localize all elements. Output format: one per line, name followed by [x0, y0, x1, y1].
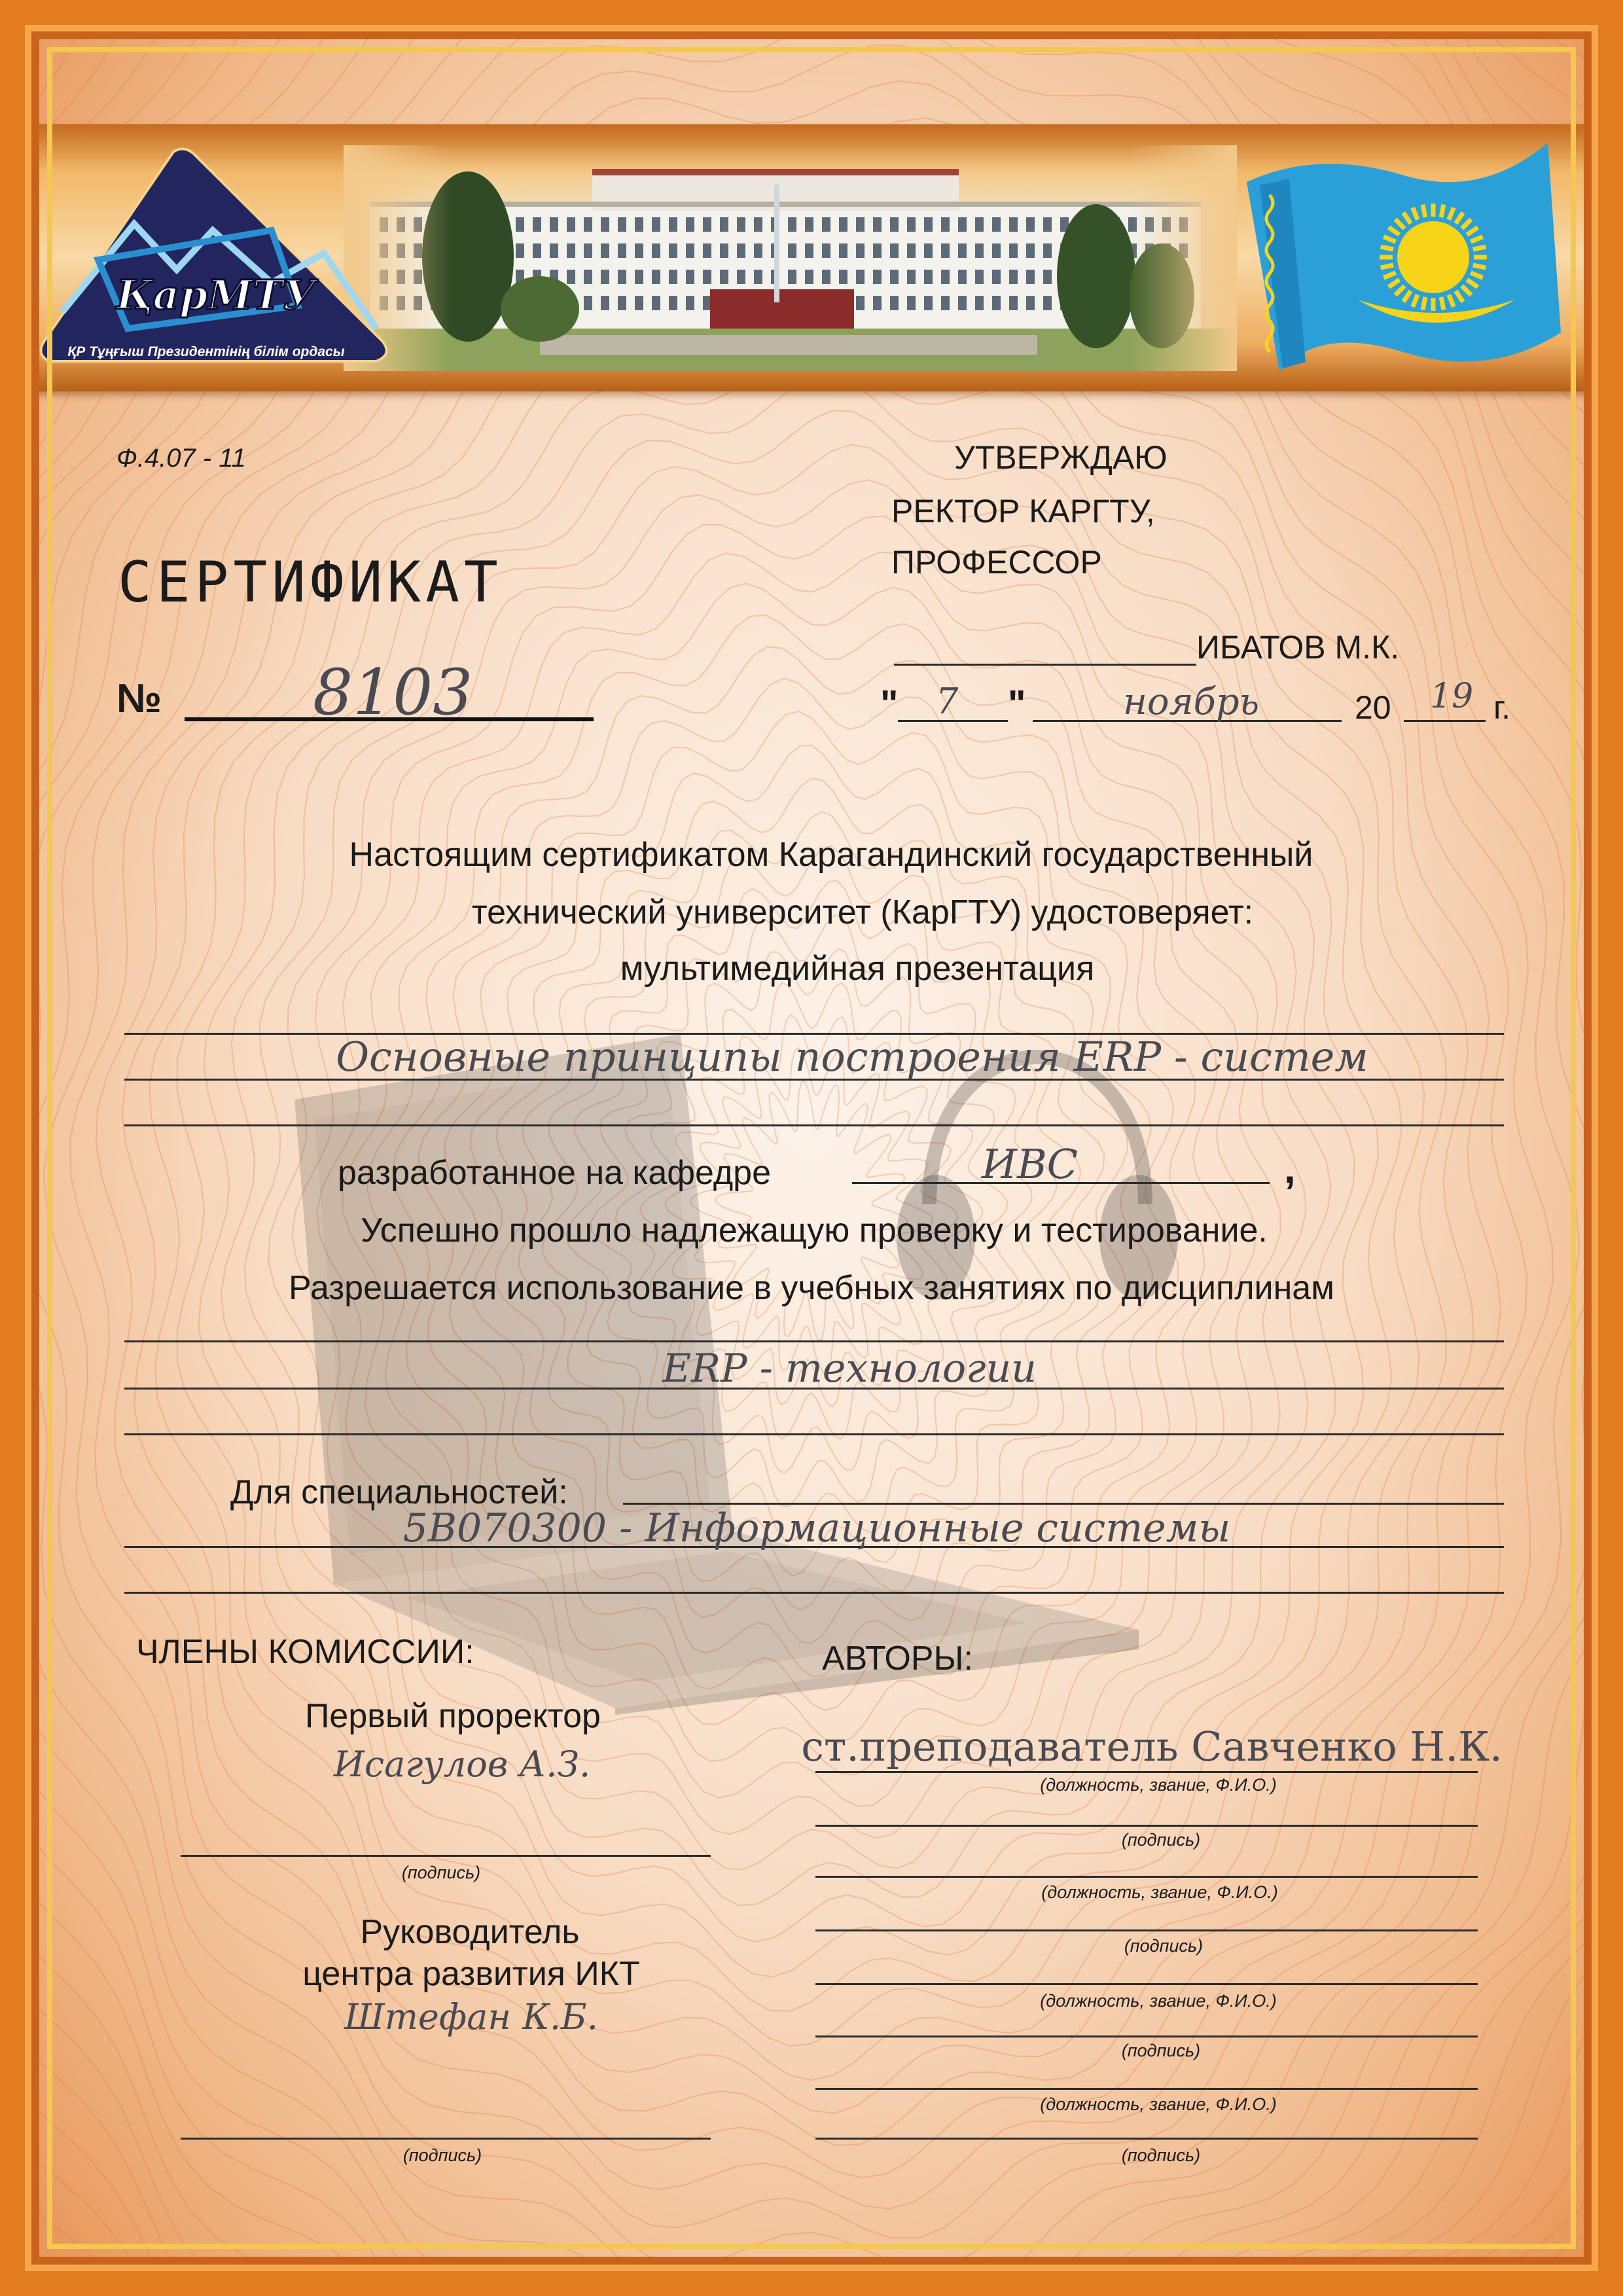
- member1-caption: (подпись): [401, 1863, 481, 1882]
- certificate-title: СЕРТИФИКАТ: [118, 550, 503, 615]
- date-year-line: [1404, 720, 1486, 722]
- member2-name: Штефан К.Б.: [344, 1996, 598, 2037]
- presentation-line-3: [124, 1124, 1504, 1126]
- date-year: 19: [1430, 677, 1474, 716]
- member1-name: Исагулов А.З.: [333, 1744, 591, 1785]
- presentation-title: Основные принципы построения ERP - систем: [336, 1033, 1368, 1081]
- developed-label: разработанное на кафедре: [338, 1154, 772, 1192]
- logo-name: ҚарМТУ: [116, 271, 316, 319]
- approve-label: УТВЕРЖДАЮ: [954, 439, 1168, 476]
- author1-signature-caption: (подпись): [1121, 1830, 1201, 1850]
- author3-signature-caption: (подпись): [1121, 2041, 1201, 2060]
- author1-position-line: [815, 1771, 1478, 1773]
- approver-position: РЕКТОР КАРГТУ,: [891, 493, 1155, 529]
- logo-motto: ҚР Тұңғыш Президентінің білім ордасы: [67, 344, 345, 359]
- discipline-line-1: [124, 1340, 1504, 1342]
- author4-position-line: [815, 2088, 1478, 2090]
- specialties-label: Для специальностей:: [230, 1473, 568, 1511]
- member2-signature-line: [181, 2138, 711, 2140]
- member2-position-1: Руководитель: [360, 1913, 580, 1951]
- member1-signature-line: [181, 1855, 711, 1857]
- discipline-name: ERP - технологии: [662, 1346, 1037, 1391]
- date-day: 7: [936, 681, 959, 722]
- member1-position: Первый проректор: [305, 1697, 601, 1735]
- intro-line-2: технический университет (КарГТУ) удостоверяет:: [471, 893, 1254, 931]
- department-name: ИВС: [982, 1140, 1079, 1188]
- author3-position-line: [815, 1983, 1478, 1985]
- date-suffix: г.: [1493, 689, 1511, 726]
- department-comma: ,: [1284, 1145, 1296, 1192]
- passed-text: Успешно прошло надлежащую проверку и тестирование.: [361, 1211, 1268, 1249]
- specialty-name: 5В070300 - Информационные системы: [402, 1505, 1231, 1551]
- date-month: ноябрь: [1123, 681, 1260, 723]
- commission-heading: ЧЛЕНЫ КОМИССИИ:: [136, 1633, 474, 1671]
- approver-title: ПРОФЕССОР: [891, 544, 1102, 581]
- authors-heading: АВТОРЫ:: [822, 1640, 973, 1677]
- author2-position-caption: (должность, звание, Ф.И.О.): [1041, 1882, 1278, 1902]
- author4-signature-line: [815, 2138, 1478, 2140]
- author4-signature-caption: (подпись): [1121, 2145, 1201, 2165]
- author-1: ст.преподаватель Савченко Н.К.: [801, 1723, 1503, 1770]
- specialty-line-1: [623, 1503, 1504, 1505]
- author4-position-caption: (должность, звание, Ф.И.О.): [1040, 2094, 1277, 2114]
- member2-caption: (подпись): [402, 2145, 482, 2165]
- discipline-line-3: [124, 1433, 1504, 1435]
- author1-signature-line: [815, 1825, 1478, 1827]
- form-code: Ф.4.07 - 11: [116, 444, 246, 473]
- author2-position-line: [815, 1876, 1478, 1878]
- intro-line-3: мультимедийная презентация: [620, 950, 1095, 988]
- date-quote-open: ": [880, 683, 899, 725]
- inner-frame: [47, 47, 1576, 2249]
- approver-name: ИБАТОВ М.К.: [1196, 629, 1400, 666]
- date-year-prefix: 20: [1355, 689, 1391, 726]
- author2-signature-caption: (подпись): [1124, 1936, 1204, 1956]
- author3-signature-line: [815, 2036, 1478, 2037]
- number-label: №: [116, 676, 162, 721]
- author1-position-caption: (должность, звание, Ф.И.О.): [1040, 1775, 1277, 1795]
- author3-position-caption: (должность, звание, Ф.И.О.): [1040, 1991, 1277, 2011]
- specialty-line-3: [124, 1592, 1504, 1594]
- author2-signature-line: [815, 1929, 1478, 1931]
- date-quote-close: ": [1008, 683, 1026, 725]
- rector-signature-line: [894, 664, 1196, 666]
- member2-position-2: центра развития ИКТ: [302, 1955, 640, 1993]
- intro-line-1: Настоящим сертификатом Карагандинский государственный: [349, 836, 1313, 874]
- certificate-number: 8103: [313, 656, 473, 729]
- allowed-text: Разрешается использование в учебных занятиях по дисциплинам: [289, 1269, 1334, 1307]
